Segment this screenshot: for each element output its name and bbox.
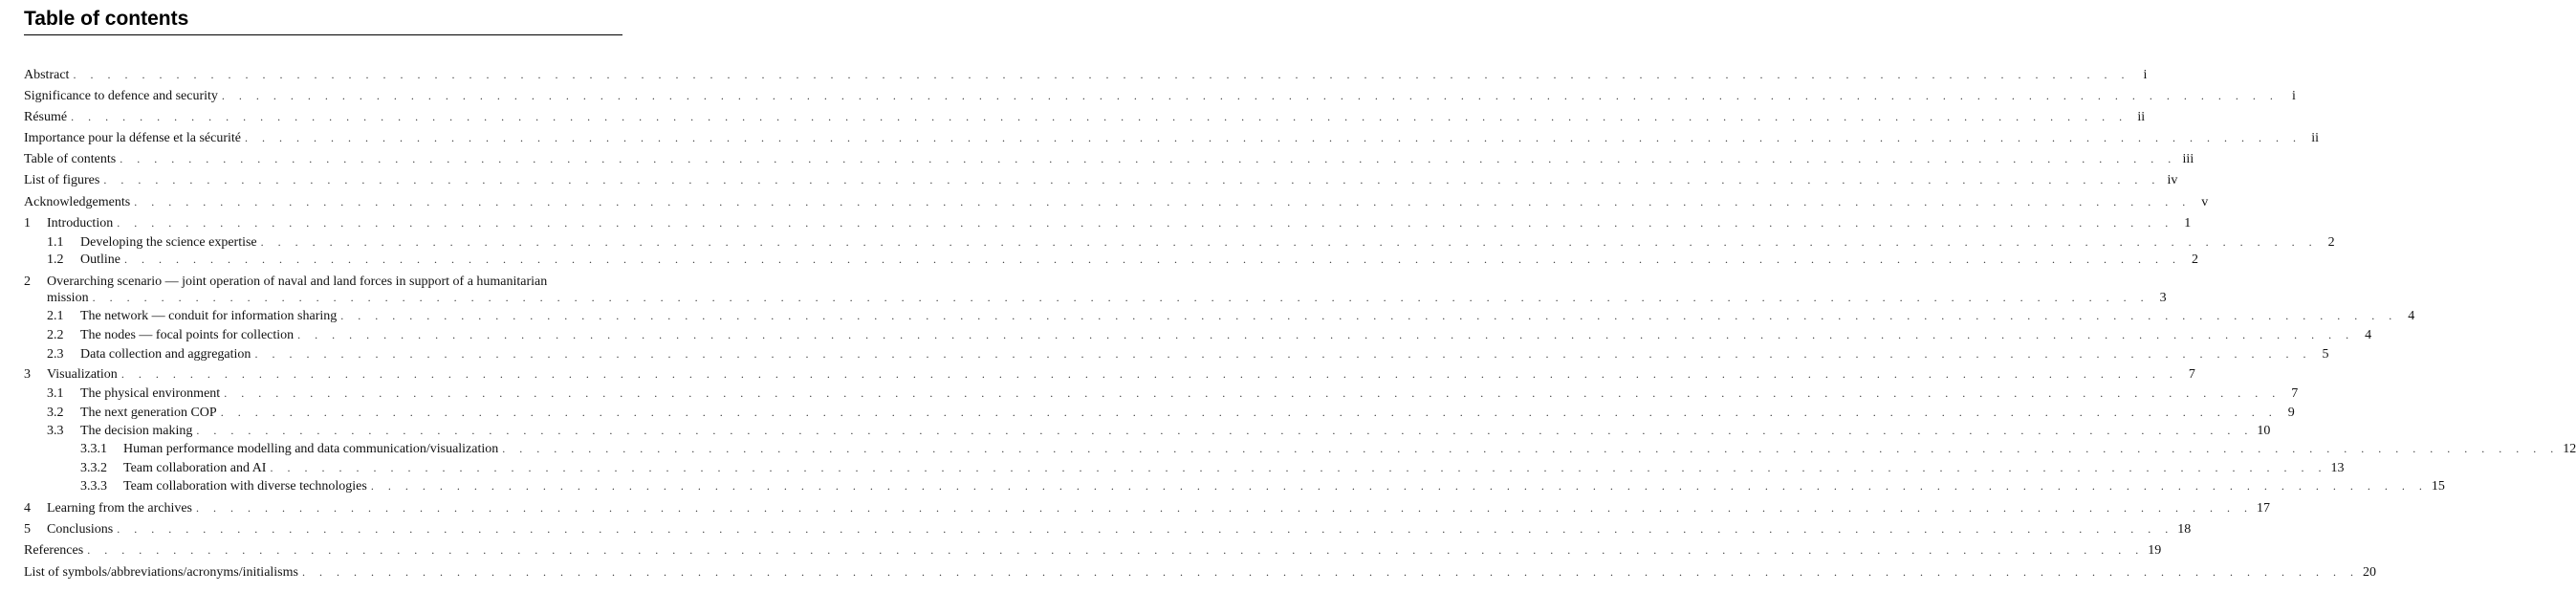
toc-entry[interactable] xyxy=(47,234,2335,251)
dot-leader: . . . . . . . . . . . . . . . . . . . . . . . . . . . . . . . . . . . . . . . . . . . . . . . . . . . . . . . . . . . . . . . . . . . . . . . . . . . . . . . . . . . . . . . . . . . . . . . . . . . . . . . . . . . . . . . . . . . . . . . . xyxy=(117,216,2174,230)
toc-entry-label[interactable]: Overarching scenario — joint operation of naval and land forces in support of a humanitarian xyxy=(47,275,548,289)
toc-entry[interactable] xyxy=(47,290,2167,306)
toc-entry-page-number[interactable]: 4 xyxy=(2365,328,2372,342)
toc-entry-page-number[interactable]: 18 xyxy=(2177,522,2192,537)
toc-entry-page-number[interactable]: ii xyxy=(2137,110,2146,124)
toc-entry[interactable] xyxy=(24,67,2148,83)
dot-leader: . . . . . . . . . . . . . . . . . . . . . . . . . . . . . . . . . . . . . . . . . . . . . . . . . . . . . . . . . . . . . . . . . . . . . . . . . . . . . . . . . . . . . . . . . . . . . . . . . . . . . . . . . . . . . . . . . . . . . . . . xyxy=(120,152,2177,165)
toc-entry-label[interactable]: Résumé xyxy=(24,110,68,124)
toc-entry-number: 1 xyxy=(24,216,31,231)
toc-entry-label[interactable]: References xyxy=(24,543,84,558)
toc-entry-label[interactable]: mission xyxy=(47,291,89,305)
dot-leader: . . . . . . . . . . . . . . . . . . . . . . . . . . . . . . . . . . . . . . . . . . . . . . . . . . . . . . . . . . . . . . . . . . . . . . . . . . . . . . . . . . . . . . . . . . . . . . . . . . . . . . . . . . . . . . . . . . . . . . . . xyxy=(87,543,2145,557)
toc-entry-page-number[interactable]: i xyxy=(2143,68,2148,82)
dot-leader: . . . . . . . . . . . . . . . . . . . . . . . . . . . . . . . . . . . . . . . . . . . . . . . . . . . . . . . . . . . . . . . . . . . . . . . . . . . . . . . . . . . . . . . . . . . . . . . . . . . . . . . . . . . . . . . . . . . . . . . . xyxy=(260,235,2318,249)
dot-leader: . . . . . . . . . . . . . . . . . . . . . . . . . . . . . . . . . . . . . . . . . . . . . . . . . . . . . . . . . . . . . . . . . . . . . . . . . . . . . . . . . . . . . . . . . . . . . . . . . . . . . . . . . . . . . . . . . . . . . . . . xyxy=(270,461,2327,474)
toc-entry-label[interactable]: Abstract xyxy=(24,68,70,82)
toc-entry-number: 1.2 xyxy=(47,253,64,267)
toc-entry-number: 2.3 xyxy=(47,347,64,362)
toc-entry-page-number[interactable]: 4 xyxy=(2408,309,2415,323)
toc-entry[interactable] xyxy=(24,215,2192,231)
toc-entry[interactable] xyxy=(80,441,2576,457)
dot-leader: . . . . . . . . . . . . . . . . . . . . . . . . . . . . . . . . . . . . . . . . . . . . . . . . . . . . . . . . . . . . . . . . . . . . . . . . . . . . . . . . . . . . . . . . . . . . . . . . . . . . . . . . . . . . . . . . . . . . . . . . xyxy=(134,195,2192,209)
dot-leader: . . . . . . . . . . . . . . . . . . . . . . . . . . . . . . . . . . . . . . . . . . . . . . . . . . . . . . . . . . . . . . . . . . . . . . . . . . . . . . . . . . . . . . . . . . . . . . . . . . . . . . . . . . . . . . . . . . . . . . . . xyxy=(71,110,2128,123)
dot-leader: . . . . . . . . . . . . . . . . . . . . . . . . . . . . . . . . . . . . . . . . . . . . . . . . . . . . . . . . . . . . . . . . . . . . . . . . . . . . . . . . . . . . . . . . . . . . . . . . . . . . . . . . . . . . . . . . . . . . . . . . xyxy=(502,442,2560,455)
toc-entry[interactable] xyxy=(24,88,2296,104)
dot-leader: . . . . . . . . . . . . . . . . . . . . . . . . . . . . . . . . . . . . . . . . . . . . . . . . . . . . . . . . . . . . . . . . . . . . . . . . . . . . . . . . . . . . . . . . . . . . . . . . . . . . . . . . . . . . . . . . . . . . . . . . xyxy=(73,68,2130,81)
toc-entry-label[interactable]: The next generation COP xyxy=(80,406,217,420)
toc-entry-label[interactable]: The physical environment xyxy=(80,386,221,401)
toc-entry[interactable] xyxy=(47,308,2415,324)
toc-entry-label[interactable]: Team collaboration and AI xyxy=(123,461,267,475)
toc-entry-label[interactable]: Developing the science expertise xyxy=(80,235,257,250)
toc-entry[interactable] xyxy=(24,500,2270,516)
dot-leader: . . . . . . . . . . . . . . . . . . . . . . . . . . . . . . . . . . . . . . . . . . . . . . . . . . . . . . . . . . . . . . . . . . . . . . . . . . . . . . . . . . . . . . . . . . . . . . . . . . . . . . . . . . . . . . . . . . . . . . . . xyxy=(224,386,2281,400)
dot-leader: . . . . . . . . . . . . . . . . . . . . . . . . . . . . . . . . . . . . . . . . . . . . . . . . . . . . . . . . . . . . . . . . . . . . . . . . . . . . . . . . . . . . . . . . . . . . . . . . . . . . . . . . . . . . . . . . . . . . . . . . xyxy=(254,347,2312,361)
toc-entry-number: 3.2 xyxy=(47,406,64,420)
dot-leader: . . . . . . . . . . . . . . . . . . . . . . . . . . . . . . . . . . . . . . . . . . . . . . . . . . . . . . . . . . . . . . . . . . . . . . . . . . . . . . . . . . . . . . . . . . . . . . . . . . . . . . . . . . . . . . . . . . . . . . . . xyxy=(124,253,2181,266)
dot-leader: . . . . . . . . . . . . . . . . . . . . . . . . . . . . . . . . . . . . . . . . . . . . . . . . . . . . . . . . . . . . . . . . . . . . . . . . . . . . . . . . . . . . . . . . . . . . . . . . . . . . . . . . . . . . . . . . . . . . . . . . xyxy=(245,131,2303,144)
toc-entry-label[interactable]: Importance pour la défense et la sécurité xyxy=(24,131,242,145)
dot-leader: . . . . . . . . . . . . . . . . . . . . . . . . . . . . . . . . . . . . . . . . . . . . . . . . . . . . . . . . . . . . . . . . . . . . . . . . . . . . . . . . . . . . . . . . . . . . . . . . . . . . . . . . . . . . . . . . . . . . . . . . xyxy=(220,406,2278,419)
toc-entry-page-number[interactable]: iii xyxy=(2182,152,2194,166)
toc-entry-page-number[interactable]: 12 xyxy=(2563,442,2576,456)
toc-entry-line xyxy=(24,274,622,290)
toc-entry-page-number[interactable]: 10 xyxy=(2257,424,2271,438)
toc-entry-label[interactable]: Data collection and aggregation xyxy=(80,347,251,362)
toc-entry[interactable] xyxy=(24,564,2376,581)
toc-entry[interactable] xyxy=(47,327,2372,343)
toc-entry-page-number[interactable]: 3 xyxy=(2159,291,2167,305)
toc-entry-page-number[interactable]: 19 xyxy=(2148,543,2162,558)
dot-leader: . . . . . . . . . . . . . . . . . . . . . . . . . . . . . . . . . . . . . . . . . . . . . . . . . . . . . . . . . . . . . . . . . . . . . . . . . . . . . . . . . . . . . . . . . . . . . . . . . . . . . . . . . . . . . . . . . . . . . . . . xyxy=(301,565,2359,579)
toc-entry-number: 3.3.3 xyxy=(80,479,107,494)
toc-entry-number: 3.3 xyxy=(47,424,64,438)
toc-entry-label[interactable]: Acknowledgements xyxy=(24,195,131,209)
toc-entry-page-number[interactable]: 5 xyxy=(2322,347,2329,362)
toc-entry[interactable] xyxy=(24,521,2192,538)
dot-leader: . . . . . . . . . . . . . . . . . . . . . . . . . . . . . . . . . . . . . . . . . . . . . . . . . . . . . . . . . . . . . . . . . . . . . . . . . . . . . . . . . . . . . . . . . . . . . . . . . . . . . . . . . . . . . . . . . . . . . . . . xyxy=(103,173,2161,187)
toc-entry-page-number[interactable]: i xyxy=(2292,89,2296,103)
dot-leader: . . . . . . . . . . . . . . . . . . . . . . . . . . . . . . . . . . . . . . . . . . . . . . . . . . . . . . . . . . . . . . . . . . . . . . . . . . . . . . . . . . . . . . . . . . . . . . . . . . . . . . . . . . . . . . . . . . . . . . . . xyxy=(297,328,2355,341)
toc-entry-label[interactable]: Human performance modelling and data communication/visualization xyxy=(123,442,499,456)
dot-leader: . . . . . . . . . . . . . . . . . . . . . . . . . . . . . . . . . . . . . . . . . . . . . . . . . . . . . . . . . . . . . . . . . . . . . . . . . . . . . . . . . . . . . . . . . . . . . . . . . . . . . . . . . . . . . . . . . . . . . . . . xyxy=(196,424,2254,437)
dot-leader: . . . . . . . . . . . . . . . . . . . . . . . . . . . . . . . . . . . . . . . . . . . . . . . . . . . . . . . . . . . . . . . . . . . . . . . . . . . . . . . . . . . . . . . . . . . . . . . . . . . . . . . . . . . . . . . . . . . . . . . . xyxy=(221,89,2279,102)
toc-entry-number: 2.2 xyxy=(47,328,64,342)
page-title: Table of contents xyxy=(24,8,189,30)
toc-entry[interactable] xyxy=(24,130,2320,146)
toc-entry-label[interactable]: Team collaboration with diverse technologies xyxy=(123,479,367,494)
title-divider xyxy=(24,34,622,35)
dot-leader: . . . . . . . . . . . . . . . . . . . . . . . . . . . . . . . . . . . . . . . . . . . . . . . . . . . . . . . . . . . . . . . . . . . . . . . . . . . . . . . . . . . . . . . . . . . . . . . . . . . . . . . . . . . . . . . . . . . . . . . . xyxy=(196,501,2253,515)
toc-entry-page-number[interactable]: 1 xyxy=(2184,216,2192,231)
toc-entry[interactable] xyxy=(47,405,2295,421)
toc-entry-page-number[interactable]: v xyxy=(2201,195,2209,209)
toc-entry-label[interactable]: The nodes — focal points for collection xyxy=(80,328,295,342)
toc-entry-page-number[interactable]: 17 xyxy=(2257,501,2270,516)
toc-entry-label[interactable]: Table of contents xyxy=(24,152,117,166)
toc-entry-label[interactable]: Outline xyxy=(80,253,120,267)
toc-entry-page-number[interactable]: 7 xyxy=(2188,367,2195,382)
toc-entry-label[interactable]: Significance to defence and security xyxy=(24,89,218,103)
toc-entry-label[interactable]: The network — conduit for information sharing xyxy=(80,309,338,323)
toc-entry-page-number[interactable]: 2 xyxy=(2327,235,2335,250)
toc-entry-number: 2.1 xyxy=(47,309,64,323)
toc-entry-number: 5 xyxy=(24,522,31,537)
toc-entry-label[interactable]: Visualization xyxy=(47,367,118,382)
toc-entry-label[interactable]: Introduction xyxy=(47,216,114,231)
toc-entry-number: 2 xyxy=(24,275,31,289)
toc-entry-number: 4 xyxy=(24,501,31,516)
toc-entry[interactable] xyxy=(24,194,2209,210)
toc-entry-number: 3.3.2 xyxy=(80,461,107,475)
toc-entry-label[interactable]: Conclusions xyxy=(47,522,114,537)
toc-entry[interactable] xyxy=(24,109,2146,125)
dot-leader: . . . . . . . . . . . . . . . . . . . . . . . . . . . . . . . . . . . . . . . . . . . . . . . . . . . . . . . . . . . . . . . . . . . . . . . . . . . . . . . . . . . . . . . . . . . . . . . . . . . . . . . . . . . . . . . . . . . . . . . . xyxy=(120,367,2178,381)
toc-entry-label[interactable]: List of symbols/abbreviations/acronyms/initialisms xyxy=(24,565,298,580)
toc-entry[interactable] xyxy=(47,346,2329,362)
toc-entry-page-number[interactable]: 20 xyxy=(2362,565,2376,580)
toc-entry[interactable] xyxy=(47,385,2299,402)
toc-entry-number: 3.3.1 xyxy=(80,442,107,456)
toc-entry[interactable] xyxy=(80,460,2345,476)
toc-entry[interactable] xyxy=(80,478,2445,494)
toc-entry[interactable] xyxy=(24,542,2162,559)
toc-entry-number: 3.1 xyxy=(47,386,64,401)
toc-entry-number: 3 xyxy=(24,367,31,382)
toc-entry[interactable] xyxy=(24,151,2194,167)
toc-entry-page-number[interactable]: 2 xyxy=(2192,253,2198,267)
toc-entry-page-number[interactable]: 15 xyxy=(2431,479,2445,494)
dot-leader: . . . . . . . . . . . . . . . . . . . . . . . . . . . . . . . . . . . . . . . . . . . . . . . . . . . . . . . . . . . . . . . . . . . . . . . . . . . . . . . . . . . . . . . . . . . . . . . . . . . . . . . . . . . . . . . . . . . . . . . . xyxy=(117,522,2174,536)
toc-entry-label[interactable]: List of figures xyxy=(24,173,100,187)
toc-entry[interactable] xyxy=(24,366,2195,383)
toc-entry-page-number[interactable]: 7 xyxy=(2291,386,2299,401)
dot-leader: . . . . . . . . . . . . . . . . . . . . . . . . . . . . . . . . . . . . . . . . . . . . . . . . . . . . . . . . . . . . . . . . . . . . . . . . . . . . . . . . . . . . . . . . . . . . . . . . . . . . . . . . . . . . . . . . . . . . . . . . xyxy=(92,291,2150,304)
toc-entry-number: 1.1 xyxy=(47,235,64,250)
toc-entry-label[interactable]: Learning from the archives xyxy=(47,501,192,516)
toc-entry-page-number[interactable]: 13 xyxy=(2330,461,2345,475)
toc-entry-page-number[interactable]: 9 xyxy=(2287,406,2295,420)
dot-leader: . . . . . . . . . . . . . . . . . . . . . . . . . . . . . . . . . . . . . . . . . . . . . . . . . . . . . . . . . . . . . . . . . . . . . . . . . . . . . . . . . . . . . . . . . . . . . . . . . . . . . . . . . . . . . . . . . . . . . . . . xyxy=(340,309,2398,322)
toc-entry-page-number[interactable]: ii xyxy=(2311,131,2320,145)
toc-entry-page-number[interactable]: iv xyxy=(2167,173,2178,187)
toc-entry-label[interactable]: The decision making xyxy=(80,424,193,438)
toc-entry[interactable] xyxy=(47,252,2198,268)
toc-entry[interactable] xyxy=(24,172,2178,188)
toc-entry[interactable] xyxy=(47,423,2271,439)
dot-leader: . . . . . . . . . . . . . . . . . . . . . . . . . . . . . . . . . . . . . . . . . . . . . . . . . . . . . . . . . . . . . . . . . . . . . . . . . . . . . . . . . . . . . . . . . . . . . . . . . . . . . . . . . . . . . . . . . . . . . . . . xyxy=(370,479,2428,493)
